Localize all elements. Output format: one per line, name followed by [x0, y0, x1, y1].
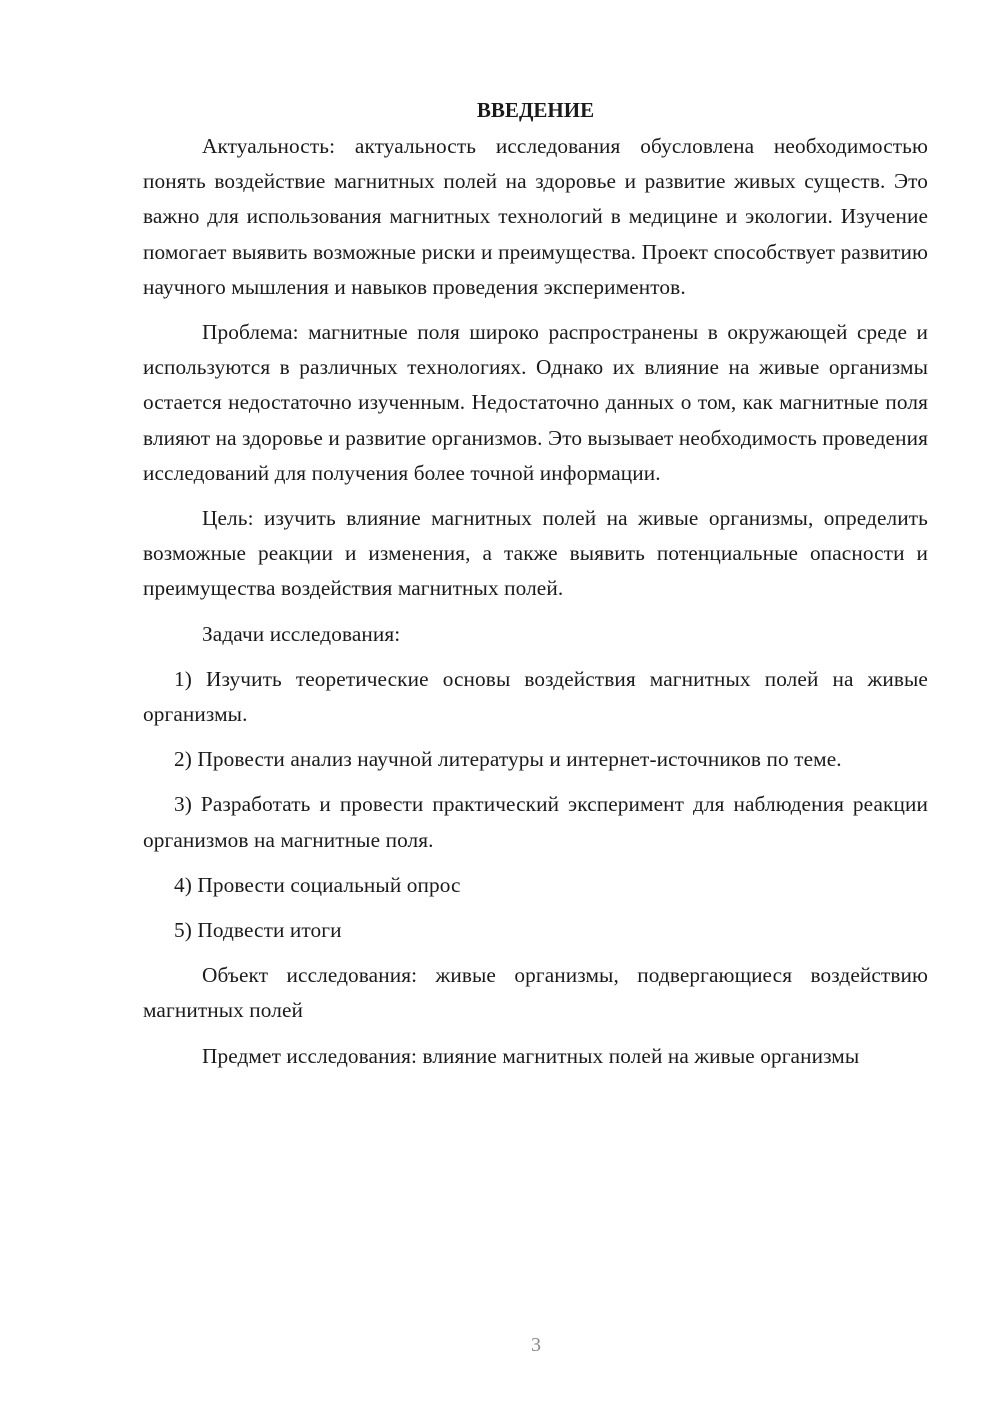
task-item-4: 4) Провести социальный опрос	[174, 872, 461, 897]
task-item-2: 2) Провести анализ научной литературы и интернет-источников по теме.	[174, 747, 842, 772]
paragraph-object: Объект исследования: живые организмы, подвергающиеся воздействию магнитных полей	[143, 963, 928, 1023]
paragraph-relevance: Актуальность: актуальность исследования обусловлена необходимостью понять воздействие магнитных полей на здоровье и развитие живых существ. Это важно для использования магнитных технологий в медицине и экологии. Изучение помогает выявить возможные риски и преимущества. Проект способствует развитию научного мышления и навыков проведения экспериментов.	[143, 134, 928, 299]
paragraph-goal: Цель: изучить влияние магнитных полей на живые организмы, определить возможные реакции и изменения, а также выявить потенциальные опасности и преимущества воздействия магнитных полей.	[143, 506, 928, 601]
paragraph-subject: Предмет исследования: влияние магнитных полей на живые организмы	[202, 1043, 860, 1068]
task-item-1: 1) Изучить теоретические основы воздействия магнитных полей на живые организмы.	[143, 666, 928, 727]
task-item-3: 3) Разработать и провести практический эксперимент для наблюдения реакции организмов на магнитные поля.	[143, 792, 928, 852]
task-item-5: 5) Подвести итоги	[174, 918, 342, 943]
section-title-text: ВВЕДЕНИЕ	[476, 98, 595, 122]
page-content	[143, 95, 928, 1084]
page-number: 3	[531, 1334, 541, 1356]
paragraph-problem: Проблема: магнитные поля широко распространены в окружающей среде и используются в различных технологиях. Однако их влияние на живые организмы остается недостаточно изученным. Недостаточно данных о том, как магнитные поля влияют на здоровье и развитие организмов. Это вызывает необходимость проведения исследований для получения более точной информации.	[143, 320, 928, 485]
section-title	[143, 95, 928, 125]
tasks-heading: Задачи исследования:	[202, 621, 401, 646]
